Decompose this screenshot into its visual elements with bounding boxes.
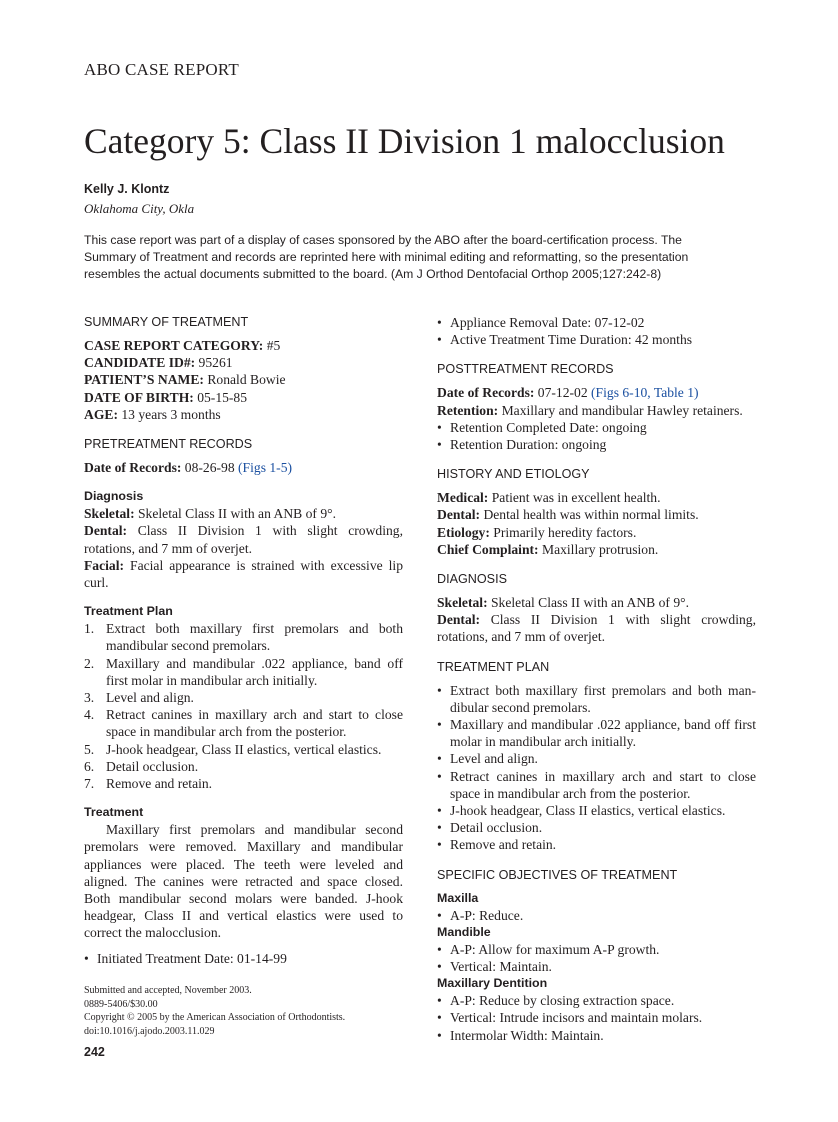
bullet-list [437,941,756,975]
footnote-line: Copyright © 2005 by the American Association of Orthodontists. [84,1012,346,1023]
list-item [437,992,756,1009]
subsection-heading: Maxilla [437,890,479,905]
list-item [437,331,756,348]
field-value: 13 years 3 months [117,406,221,422]
list-item-text: Maxillary and mandibular .022 appliance, band off first molar in mandibular arch initially. [450,717,756,750]
list-item-text: Level and align. [450,751,538,767]
field-value: 07-12-02 [534,385,592,401]
bullet-marker: • [437,768,442,784]
list-item-text: Vertical: Intrude incisors and maintain molars. [450,1010,703,1026]
labeled-field [437,611,756,645]
bullet-marker: • [437,993,442,1009]
field-value: Maxillary and mandibular Hawley retainers. [498,402,743,418]
list-item-text: Detail occlusion. [106,758,199,774]
list-number: 4. [84,707,95,723]
field-label: AGE: [84,406,118,422]
list-item [437,716,756,750]
left-column [84,314,403,967]
labeled-field [84,337,403,354]
field-value: #5 [263,338,281,353]
subsection-heading: Treatment Plan [84,604,173,619]
list-item-text: Appliance Removal Date: 07-12-02 [450,315,645,330]
author-name: Kelly J. Klontz [84,182,170,196]
field-value: 95261 [195,355,233,371]
list-item-text: Intermolar Width: Maintain. [450,1027,604,1043]
field-value: Ronald Bowie [203,372,286,388]
bullet-marker: • [437,803,442,819]
list-item-text: Vertical: Maintain. [450,959,552,975]
field-label: Retention: [437,402,499,418]
list-item [437,314,756,331]
list-item-text: Retention Completed Date: ongoing [450,419,647,435]
field-label: Dental: [437,507,481,523]
author-affiliation: Oklahoma City, Okla [84,201,195,216]
section-heading: PRETREATMENT RECORDS [84,437,253,452]
list-item-text: Remove and retain. [106,776,213,792]
field-label: Facial: [84,557,125,573]
article-title: Category 5: Class II Division 1 malocclusion [84,121,725,161]
list-number: 5. [84,741,95,757]
section-kicker: ABO CASE REPORT [84,60,240,79]
bullet-list [437,682,756,854]
list-item-text: A-P: Reduce by closing extraction space. [450,993,675,1009]
field-label: PATIENT’S NAME: [84,372,204,388]
list-number: 1. [84,621,95,637]
section-heading: TREATMENT PLAN [437,659,550,674]
bullet-marker: • [437,1010,442,1026]
field-value: Dental health was within normal limits. [480,507,699,523]
bullet-list [84,950,403,967]
field-value: Primarily heredity factors. [489,524,637,540]
section-heading: DIAGNOSIS [437,572,507,587]
labeled-field [84,371,403,388]
labeled-field [84,505,403,522]
list-item [84,775,403,792]
list-item-text: Retract canines in maxillary arch and start to close space in mandibular arch from the posterior. [106,707,403,740]
bullet-marker: • [437,682,442,698]
figure-link[interactable]: (Figs 6-10, Table 1) [591,385,699,401]
paragraph: Maxillary first premolars and mandibular second premolars were removed. Maxillary and mandibular appliances were placed. The teeth were leveled and aligned. The canines were retracted and space closed. Both mandibular second molars were banded. J-hook headgear, Class II and vertical elastics were used to correct the malocclusion. [84,822,403,941]
field-label: Date of Records: [437,385,535,401]
list-item [437,682,756,716]
field-label: Dental: [84,523,128,539]
list-item [84,620,403,654]
labeled-field [84,557,403,591]
list-item [84,706,403,740]
field-value: Facial appearance is strained with excessive lip curl. [84,557,403,591]
list-item [437,436,756,453]
subsection-heading: Maxillary Dentition [437,976,548,991]
list-item-text: Maxillary and mandibular .022 appliance, band off first molar in mandibular arch initially. [106,655,403,688]
numbered-list [84,620,403,792]
bullet-marker: • [437,941,442,957]
list-item-text: Active Treatment Time Duration: 42 months [450,332,693,348]
labeled-field [84,522,403,556]
list-item [437,1027,756,1044]
list-item [437,941,756,958]
field-value: Class II Division 1 with slight crowding, rotations, and 7 mm of overjet. [437,612,756,645]
list-item [437,836,756,853]
footnotes [84,984,345,1038]
labeled-field [437,384,756,401]
list-item [84,758,403,775]
section-heading: SUMMARY OF TREATMENT [84,315,249,329]
bullet-marker: • [84,950,89,966]
subsection-heading: Diagnosis [84,489,144,504]
field-value: Patient was in excellent health. [488,490,661,506]
field-value: Skeletal Class II with an ANB of 9°. [487,595,689,611]
bullet-marker: • [437,907,442,923]
list-item [84,655,403,689]
section-heading: POSTTREATMENT RECORDS [437,362,614,377]
labeled-field [437,489,756,506]
list-item [437,768,756,802]
list-item-text: Retract canines in maxillary arch and start to close space in mandibular arch from the posterior. [450,768,756,801]
list-item [84,689,403,706]
list-item [437,1009,756,1026]
labeled-field [437,402,756,419]
bullet-marker: • [437,419,442,435]
list-item [437,819,756,836]
labeled-field [84,389,403,406]
list-item [437,750,756,767]
labeled-field [84,406,403,423]
field-label: CANDIDATE ID#: [84,355,196,371]
list-item-text: Level and align. [106,690,194,706]
bullet-marker: • [437,1027,442,1043]
list-number: 2. [84,655,95,671]
page-number: 242 [84,1045,105,1059]
field-value: Skeletal Class II with an ANB of 9°. [134,506,336,522]
field-value: Maxillary protrusion. [538,541,659,557]
labeled-field [437,594,756,611]
labeled-field [84,354,403,371]
list-item [84,741,403,758]
field-label: Etiology: [437,524,490,540]
figure-link[interactable]: (Figs 1-5) [238,460,293,476]
list-item-text: J-hook headgear, Class II elastics, vertical elastics. [450,803,726,819]
bullet-marker: • [437,315,442,330]
list-number: 3. [84,690,95,706]
list-item-text: Extract both maxillary first premolars and both mandibular second premolars. [106,621,403,654]
section-heading: SPECIFIC OBJECTIVES OF TREATMENT [437,867,678,882]
field-value: 05-15-85 [193,389,248,405]
list-item-text: A-P: Allow for maximum A-P growth. [450,941,660,957]
field-label: Skeletal: [84,506,135,522]
list-number: 6. [84,758,95,774]
field-label: Date of Records: [84,460,182,476]
list-item [84,950,403,967]
bullet-list [437,907,756,924]
list-item [437,802,756,819]
field-label: Medical: [437,490,489,506]
subsection-heading: Treatment [84,805,144,820]
list-item-text: Extract both maxillary first premolars and both man-dibular second premolars. [450,682,756,715]
bullet-list [437,992,756,1044]
field-label: CASE REPORT CATEGORY: [84,338,264,353]
labeled-field [437,506,756,523]
footnote-line: Submitted and accepted, November 2003. [84,985,252,996]
bullet-marker: • [437,820,442,836]
list-number: 7. [84,776,95,792]
bullet-marker: • [437,717,442,733]
subsection-heading: Mandible [437,924,491,939]
footnote-line: doi:10.1016/j.ajodo.2003.11.029 [84,1025,215,1037]
list-item-text: J-hook headgear, Class II elastics, vertical elastics. [106,741,382,757]
right-column [437,314,756,1044]
bullet-list [437,419,756,453]
field-label: Dental: [437,612,481,628]
bullet-marker: • [437,437,442,453]
list-item-text: Initiated Treatment Date: 01-14-99 [97,950,287,966]
list-item [437,419,756,436]
list-item [437,907,756,924]
footnote-line: 0889-5406/$30.00 [84,998,158,1010]
field-value: 08-26-98 [181,460,239,476]
list-item-text: Detail occlusion. [450,820,543,836]
field-label: Skeletal: [437,595,488,611]
field-label: Chief Complaint: [437,541,539,557]
labeled-field [84,459,403,476]
list-item-text: Retention Duration: ongoing [450,437,607,453]
labeled-field [437,524,756,541]
section-heading: HISTORY AND ETIOLOGY [437,467,590,482]
bullet-list [437,314,756,348]
list-item [437,958,756,975]
list-item-text: A-P: Reduce. [450,907,524,923]
field-label: DATE OF BIRTH: [84,389,194,405]
labeled-field [437,541,756,558]
bullet-marker: • [437,837,442,853]
bullet-marker: • [437,959,442,975]
list-item-text: Remove and retain. [450,837,557,853]
bullet-marker: • [437,751,442,767]
field-value: Class II Division 1 with slight crowding, rotations, and 7 mm of overjet. [84,523,403,556]
bullet-marker: • [437,332,442,348]
abstract: This case report was part of a display of cases sponsored by the ABO after the board-certification process. The Summary of Treatment and records are reprinted here with minimal editing and reformatting, so the presentation resembles the actual documents submitted to the board. (Am J Orthod Dentofacial Orthop 2005;127:242-8) [84,233,689,281]
